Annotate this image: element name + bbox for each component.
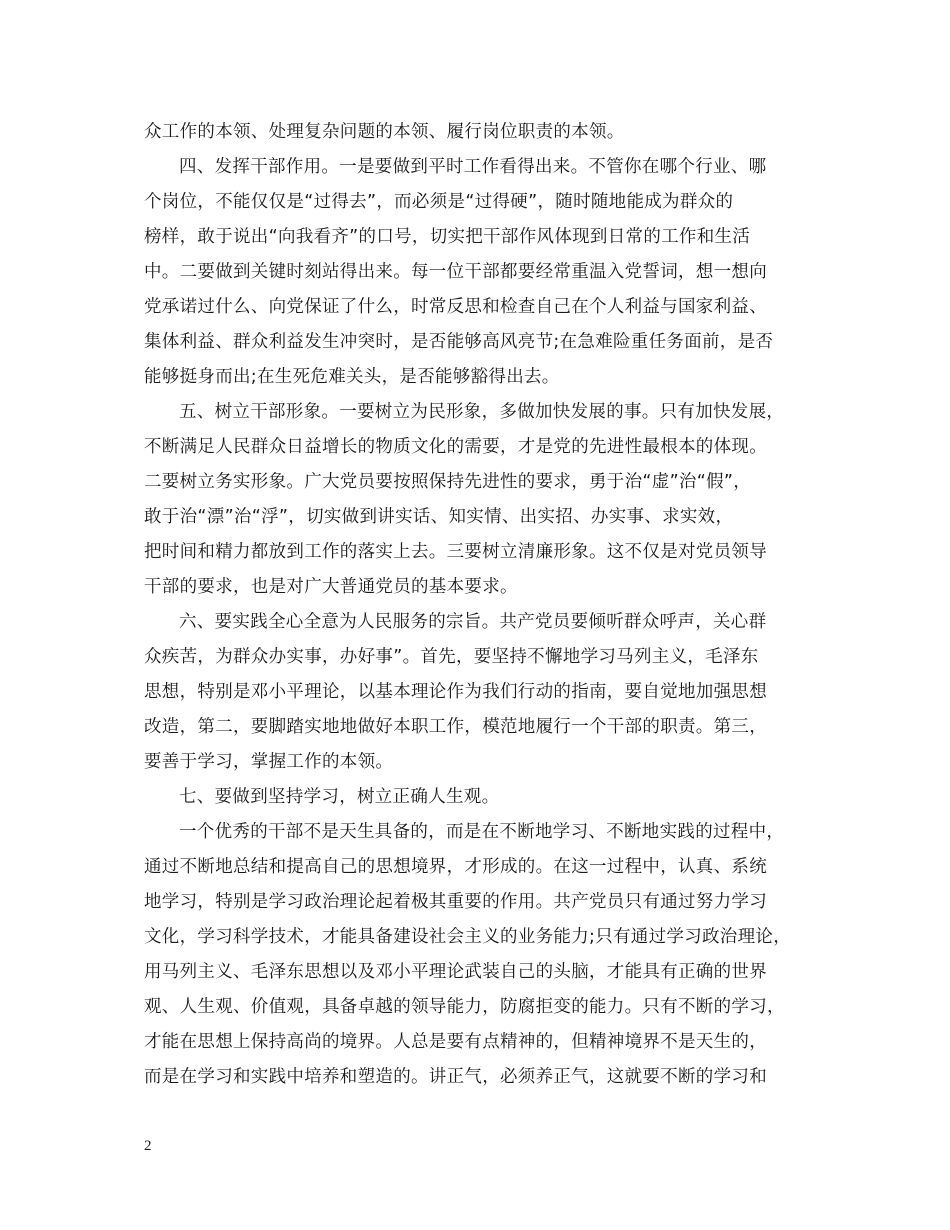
body-text-line: 思想，特别是邓小平理论，以基本理论作为我们行动的指南，要自觉地加强思想 [144, 682, 767, 702]
body-text-line: 才能在思想上保持高尚的境界。人总是要有点精神的，但精神境界不是天生的， [144, 1032, 767, 1052]
body-text-line: 敢于治“漂”治“浮”，切实做到讲实话、知实情、出实招、办实事、求实效， [144, 507, 734, 527]
body-text-line: 把时间和精力都放到工作的落实上去。三要树立清廉形象。这不仅是对党员领导 [144, 542, 767, 562]
body-text-line: 集体利益、群众利益发生冲突时，是否能够高风亮节;在急难险重任务面前，是否 [144, 332, 774, 352]
body-text-line: 地学习，特别是学习政治理论起着极其重要的作用。共产党员只有通过努力学习 [144, 892, 767, 912]
body-text-line: 而是在学习和实践中培养和塑造的。讲正气，必须养正气，这就要不断的学习和 [144, 1067, 767, 1087]
body-text-line: 榜样，敢于说出“向我看齐”的口号，切实把干部作风体现到日常的工作和生活 [144, 227, 751, 247]
body-text-line: 要善于学习，掌握工作的本领。 [144, 752, 394, 772]
body-text-line: 干部的要求，也是对广大普通党员的基本要求。 [144, 577, 518, 597]
body-text-line: 能够挺身而出;在生死危难关头，是否能够豁得出去。 [144, 367, 560, 387]
body-text-line: 中。二要做到关键时刻站得出来。每一位干部都要经常重温入党誓词，想一想向 [144, 262, 767, 282]
page-number: 2 [144, 1138, 152, 1154]
body-text-line: 众工作的本领、处理复杂问题的本领、履行岗位职责的本领。 [144, 122, 625, 142]
body-text-line: 众疾苦，为群众办实事，办好事”。首先，要坚持不懈地学习马列主义，毛泽东 [144, 647, 759, 667]
paragraph-seven-heading-line: 七、要做到坚持学习，树立正确人生观。 [179, 787, 500, 807]
body-text-line: 二要树立务实形象。广大党员要按照保持先进性的要求，勇于治“虚”治“假”， [144, 472, 752, 492]
paragraph-four-heading-line: 四、发挥干部作用。一是要做到平时工作看得出来。不管你在哪个行业、哪 [179, 157, 767, 177]
body-text-line: 党承诺过什么、向党保证了什么，时常反思和检查自己在个人利益与国家利益、 [144, 297, 767, 317]
body-text-line: 个岗位，不能仅仅是“过得去”，而必须是“过得硬”，随时随地能成为群众的 [144, 192, 734, 212]
paragraph-five-heading-line: 五、树立干部形象。一要树立为民形象，多做加快发展的事。只有加快发展， [179, 402, 785, 422]
body-text-line: 用马列主义、毛泽东思想以及邓小平理论武装自己的头脑，才能具有正确的世界 [144, 962, 767, 982]
body-text-line: 不断满足人民群众日益增长的物质文化的需要，才是党的先进性最根本的体现。 [144, 437, 767, 457]
body-text-line: 改造，第二，要脚踏实地地做好本职工作，模范地履行一个干部的职责。第三， [144, 717, 767, 737]
body-text-line: 文化，学习科学技术，才能具备建设社会主义的业务能力;只有通过学习政治理论， [144, 927, 791, 947]
body-text-line: 观、人生观、价值观，具备卓越的领导能力，防腐拒变的能力。只有不断的学习， [144, 997, 785, 1017]
paragraph-seven-body-start-line: 一个优秀的干部不是天生具备的，而是在不断地学习、不断地实践的过程中， [179, 822, 785, 842]
paragraph-six-heading-line: 六、要实践全心全意为人民服务的宗旨。共产党员要倾听群众呼声，关心群 [179, 612, 767, 632]
body-text-line: 通过不断地总结和提高自己的思想境界，才形成的。在这一过程中，认真、系统 [144, 857, 767, 877]
